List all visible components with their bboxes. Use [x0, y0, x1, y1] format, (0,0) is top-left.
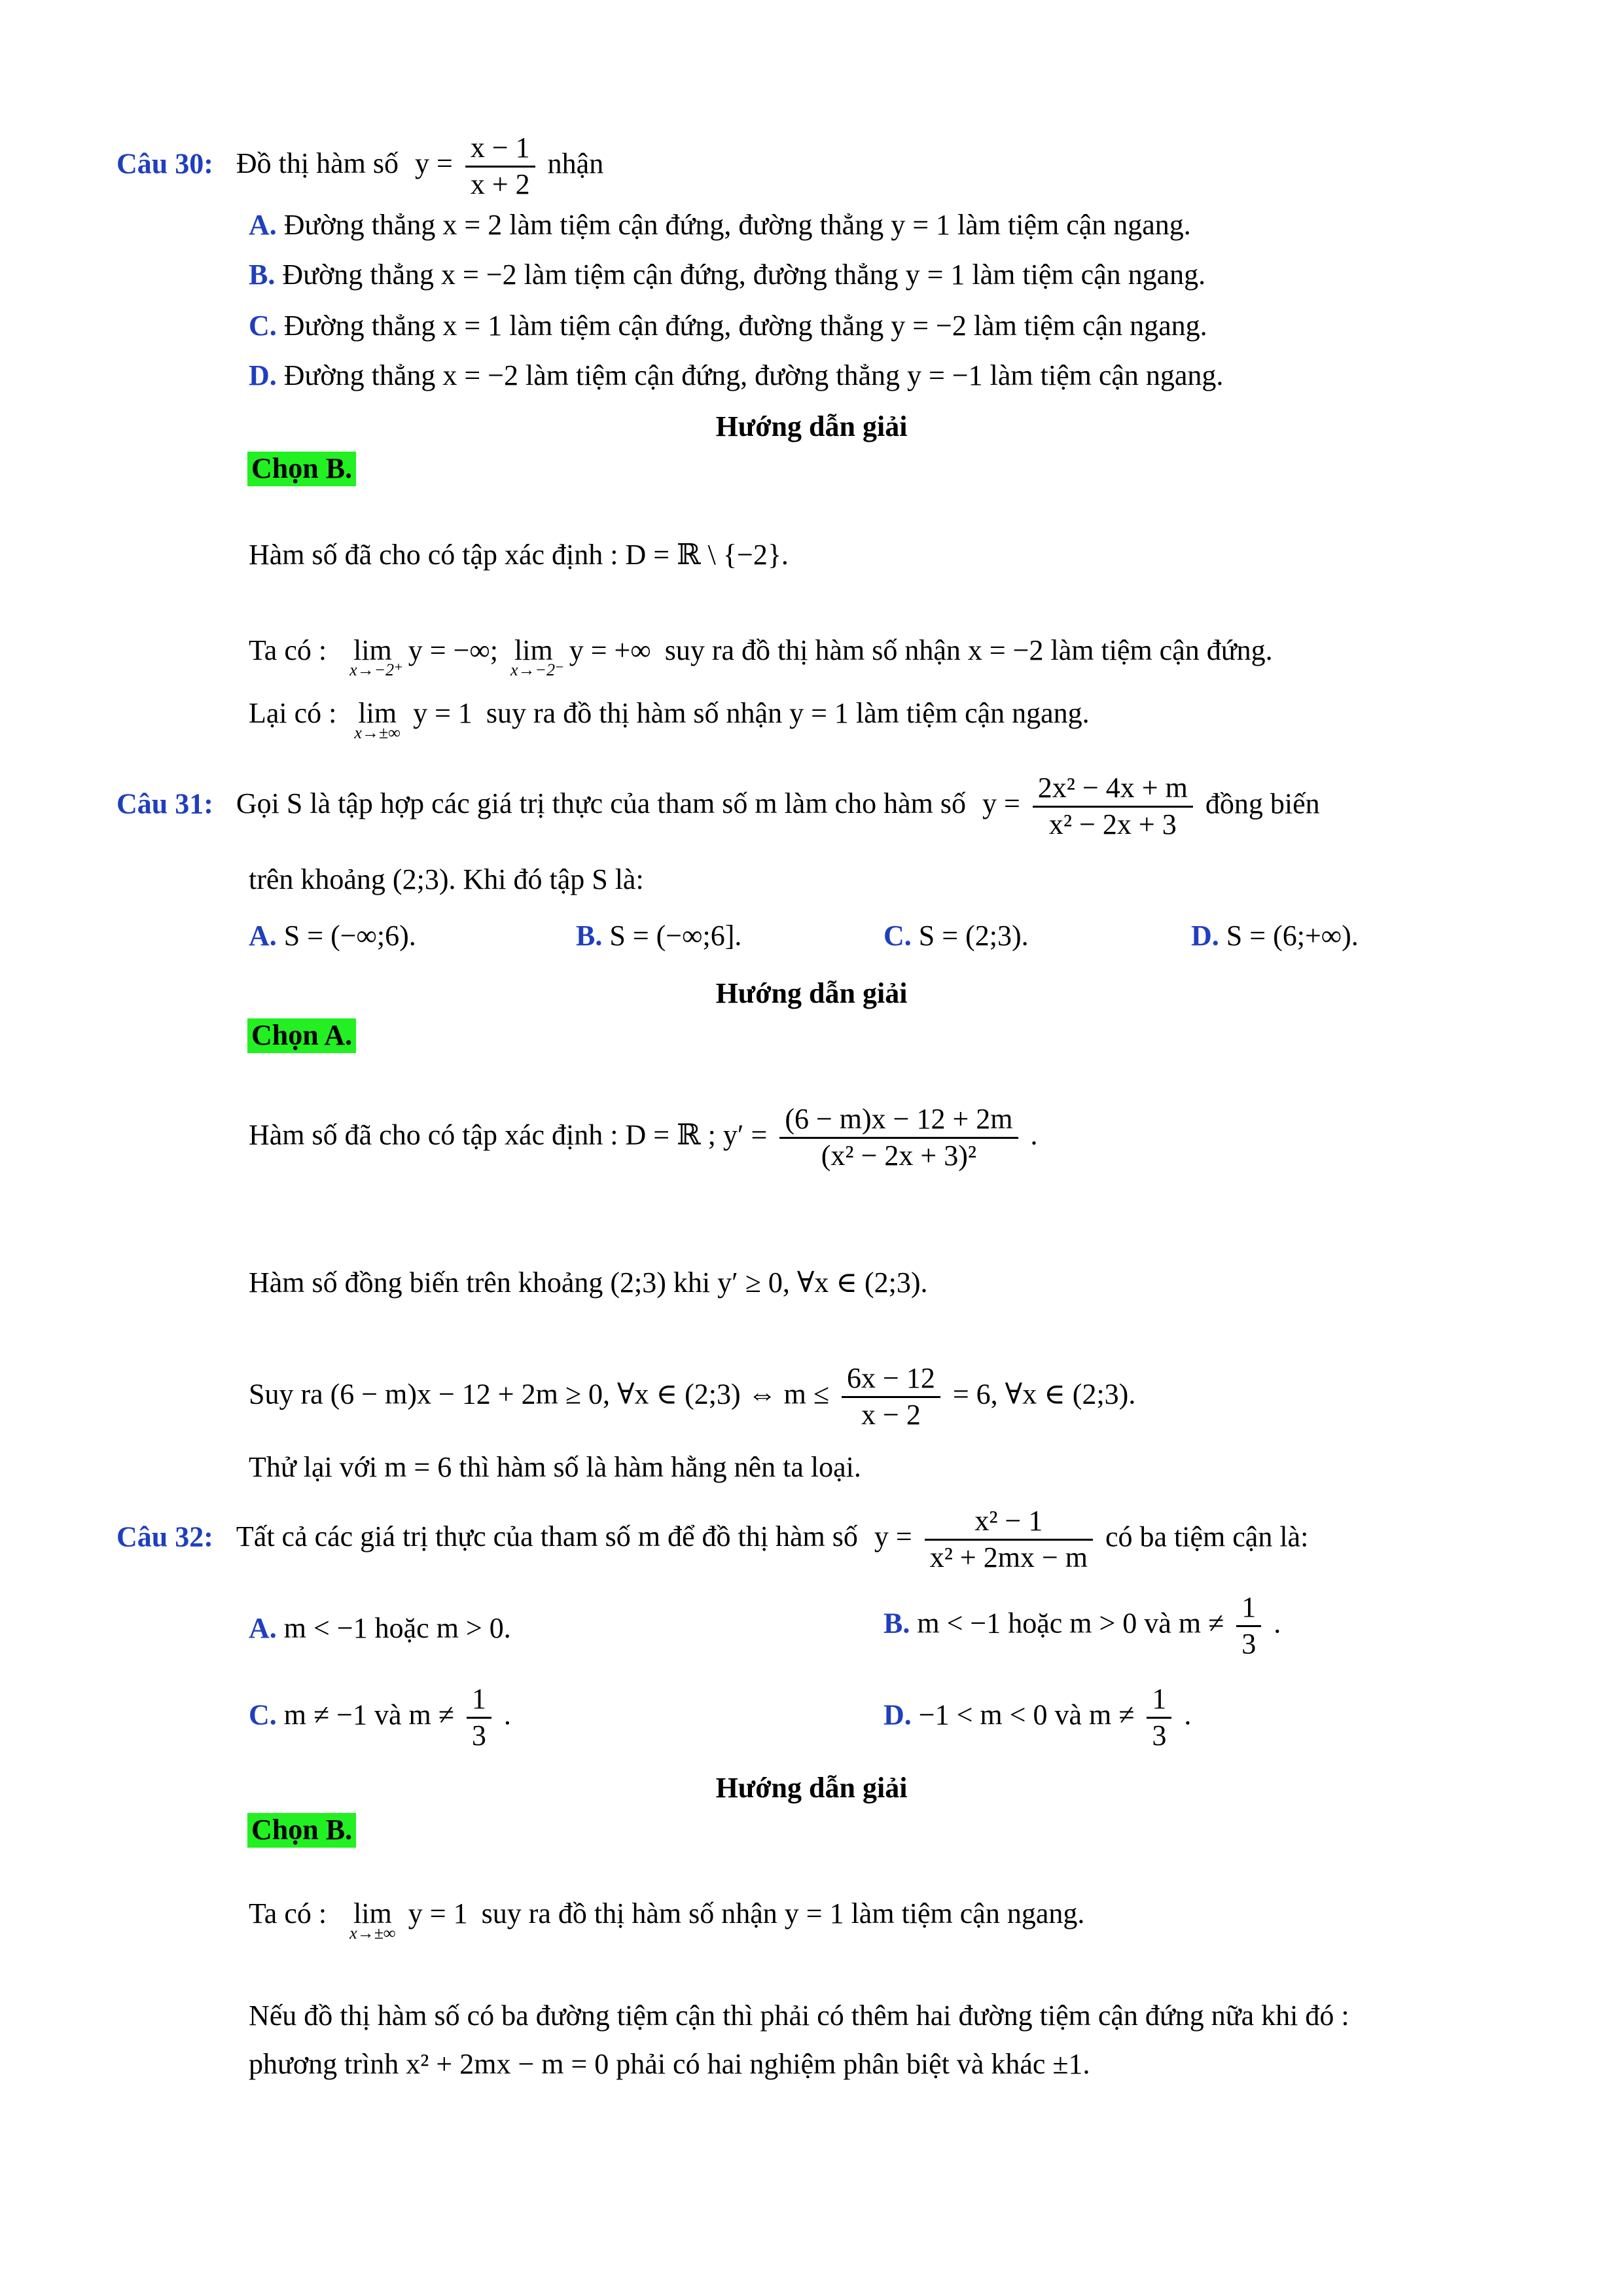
q30-option-d-key: D.	[249, 359, 277, 391]
q32-solution-line-2: Nếu đồ thị hàm số có ba đường tiệm cận thì phải có thêm hai đường tiệm cận đứng nữa khi đó :	[249, 2000, 1349, 2032]
q30-option-c-text: Đường thẳng x = 1 làm tiệm cận đứng, đường thẳng y = −2 làm tiệm cận ngang.	[283, 310, 1207, 342]
q30-sol2-pre: Ta có :	[249, 634, 327, 666]
q30-option-d[interactable]	[249, 359, 1223, 393]
one-third-fraction	[1147, 1682, 1171, 1753]
q32-numerator: x² − 1	[925, 1504, 1093, 1541]
q32-option-b-text: m < −1 hoặc m > 0 và m ≠	[917, 1607, 1224, 1640]
q32-denominator: x² + 2mx − m	[929, 1541, 1088, 1573]
limit-value-inf: y = 1	[413, 697, 473, 729]
q30-solution-heading: Hướng dẫn giải	[715, 410, 908, 442]
q31-option-c-key: C.	[883, 920, 912, 952]
q30-stem	[116, 131, 603, 202]
q31-m-bound-fraction	[842, 1361, 940, 1433]
period: .	[1030, 1119, 1038, 1151]
q31-option-d[interactable]	[1191, 919, 1359, 954]
q30-sol2-post: suy ra đồ thị hàm số nhận x = −2 làm tiệm cận đứng.	[664, 634, 1273, 666]
limit-x-to-minus2-plus	[349, 634, 403, 679]
q31-option-d-text: S = (6;+∞).	[1226, 920, 1359, 952]
lim-word: lim	[514, 634, 553, 666]
q31-stem-line-2: trên khoảng (2;3). Khi đó tập S là:	[249, 863, 644, 895]
fraction-denominator: 3	[1152, 1719, 1167, 1751]
q31-answer-badge: Chọn A.	[247, 1018, 356, 1053]
q31-option-c[interactable]	[883, 919, 1029, 954]
one-third-fraction	[1236, 1590, 1261, 1662]
period: .	[1274, 1607, 1281, 1640]
q32-label: Câu 32:	[116, 1520, 213, 1553]
q31-y-eq: y =	[982, 787, 1020, 820]
q31-solution-line-3	[249, 1361, 1135, 1433]
q31-sol3-pre: Suy ra (6 − m)x − 12 + 2m ≥ 0, ∀x ∈ (2;3) ⇔ m ≤	[249, 1378, 830, 1410]
q31-option-a[interactable]	[249, 919, 416, 954]
q31-derivative-fraction	[779, 1102, 1018, 1174]
q32-stem-text: Tất cả các giá trị thực của tham số m để đồ thị hàm số	[236, 1520, 858, 1553]
q32-option-c-key: C.	[249, 1698, 277, 1731]
q30-numerator: x − 1	[465, 131, 535, 168]
fraction-denominator: 3	[1241, 1627, 1257, 1660]
q31-denominator: x² − 2x + 3	[1048, 808, 1177, 840]
q31-option-d-key: D.	[1191, 920, 1219, 952]
q32-sol1-post: suy ra đồ thị hàm số nhận y = 1 làm tiệm cận ngang.	[481, 1897, 1085, 1929]
q30-sol3-pre: Lại có :	[249, 697, 337, 729]
q32-sol1-pre: Ta có :	[249, 1897, 327, 1929]
lim-word: lim	[358, 697, 397, 729]
limit-x-to-minus2-minus	[510, 634, 564, 679]
period: .	[1184, 1698, 1192, 1731]
q31-numerator: 2x² − 4x + m	[1033, 771, 1193, 808]
q30-option-a-text: Đường thẳng x = 2 làm tiệm cận đứng, đường thẳng y = 1 làm tiệm cận ngang.	[283, 209, 1191, 241]
limit-value-inf: y = 1	[408, 1897, 468, 1929]
q31-option-b[interactable]	[576, 919, 741, 954]
q30-option-b[interactable]	[249, 258, 1205, 293]
lim-subscript: x→±∞	[354, 723, 401, 742]
q32-option-b[interactable]	[883, 1590, 1281, 1662]
q30-stem-text: Đồ thị hàm số	[236, 147, 399, 180]
q32-stem-tail: có ba tiệm cận là:	[1105, 1520, 1309, 1553]
q32-option-a-text: m < −1 hoặc m > 0.	[283, 1612, 511, 1644]
q31-option-c-text: S = (2;3).	[918, 920, 1029, 952]
limit-value-b: y = +∞	[569, 634, 651, 666]
q30-label: Câu 30:	[116, 147, 213, 180]
limit-x-to-infinity	[349, 1897, 396, 1943]
q32-option-d-text: −1 < m < 0 và m ≠	[918, 1698, 1135, 1731]
fraction-numerator: 1	[1147, 1682, 1171, 1719]
fraction-denominator: 3	[471, 1719, 486, 1751]
period: .	[503, 1698, 511, 1731]
q31-solution-heading: Hướng dẫn giải	[715, 977, 908, 1009]
lim-subscript: x→−2⁺	[349, 660, 403, 679]
q32-option-d[interactable]	[883, 1682, 1191, 1753]
q30-solution-line-3	[249, 696, 1090, 742]
lim-word: lim	[353, 1897, 392, 1929]
q31-m-bound-denominator: x − 2	[861, 1398, 921, 1431]
q30-option-b-text: Đường thẳng x = −2 làm tiệm cận đứng, đường thẳng y = 1 làm tiệm cận ngang.	[282, 259, 1206, 291]
lim-word: lim	[353, 634, 392, 666]
q32-option-b-key: B.	[883, 1607, 910, 1640]
lim-subscript: x→±∞	[349, 1924, 396, 1943]
q32-y-eq: y =	[874, 1520, 912, 1553]
q30-solution-line-1: Hàm số đã cho có tập xác định : D = ℝ \ {−2}.	[249, 539, 789, 571]
q31-stem	[116, 771, 1320, 842]
q31-fraction	[1033, 771, 1193, 842]
q32-option-c[interactable]	[249, 1682, 511, 1753]
q32-option-a-key: A.	[249, 1612, 277, 1644]
q32-stem	[116, 1504, 1308, 1575]
q31-derivative-denominator: (x² − 2x + 3)²	[821, 1139, 977, 1172]
fraction-numerator: 1	[1236, 1590, 1261, 1627]
one-third-fraction	[467, 1682, 491, 1753]
q30-answer-badge: Chọn B.	[247, 452, 356, 486]
limit-value-a: y = −∞;	[408, 634, 499, 666]
q30-fraction	[465, 131, 535, 202]
q32-solution-line-1	[249, 1897, 1085, 1943]
q30-option-a-key: A.	[249, 209, 277, 241]
q32-answer-badge: Chọn B.	[247, 1813, 356, 1848]
q31-solution-line-4: Thử lại với m = 6 thì hàm số là hàm hằng nên ta loại.	[249, 1451, 861, 1483]
q32-solution-line-3: phương trình x² + 2mx − m = 0 phải có hai nghiệm phân biệt và khác ±1.	[249, 2048, 1090, 2080]
q32-solution-heading: Hướng dẫn giải	[715, 1772, 908, 1804]
q31-solution-line-1	[249, 1102, 1038, 1174]
q31-label: Câu 31:	[116, 787, 213, 820]
q31-solution-line-2: Hàm số đồng biến trên khoảng (2;3) khi y′ ≥ 0, ∀x ∈ (2;3).	[249, 1266, 928, 1299]
limit-x-to-infinity	[354, 696, 401, 742]
q31-m-bound-numerator: 6x − 12	[842, 1361, 940, 1398]
q30-stem-tail: nhận	[547, 147, 604, 180]
q32-option-c-text: m ≠ −1 và m ≠	[283, 1698, 454, 1731]
q31-sol1-pre: Hàm số đã cho có tập xác định : D = ℝ ; y′ =	[249, 1119, 768, 1151]
q30-denominator: x + 2	[470, 168, 530, 200]
q31-stem-tail: đồng biến	[1205, 787, 1320, 820]
fraction-numerator: 1	[467, 1682, 491, 1719]
q30-option-c[interactable]	[249, 309, 1207, 344]
q32-fraction	[925, 1504, 1093, 1575]
q30-option-c-key: C.	[249, 310, 277, 342]
q30-option-d-text: Đường thẳng x = −2 làm tiệm cận đứng, đường thẳng y = −1 làm tiệm cận ngang.	[283, 359, 1224, 391]
q30-solution-line-2	[249, 634, 1273, 679]
q31-derivative-numerator: (6 − m)x − 12 + 2m	[779, 1102, 1018, 1139]
q31-option-b-text: S = (−∞;6].	[609, 920, 742, 952]
q32-option-d-key: D.	[883, 1698, 912, 1731]
q30-option-a[interactable]	[249, 208, 1191, 243]
q31-option-a-key: A.	[249, 920, 277, 952]
q32-option-a[interactable]	[249, 1611, 511, 1646]
q31-sol3-post: = 6, ∀x ∈ (2;3).	[952, 1378, 1136, 1410]
q30-sol3-post: suy ra đồ thị hàm số nhận y = 1 làm tiệm cận ngang.	[486, 697, 1090, 729]
q31-option-b-key: B.	[576, 920, 603, 952]
q31-stem-text: Gọi S là tập hợp các giá trị thực của tham số m làm cho hàm số	[236, 787, 966, 820]
lim-subscript: x→−2⁻	[510, 660, 564, 679]
q31-option-a-text: S = (−∞;6).	[283, 920, 416, 952]
q30-option-b-key: B.	[249, 259, 276, 291]
q30-y-eq: y =	[415, 147, 453, 180]
